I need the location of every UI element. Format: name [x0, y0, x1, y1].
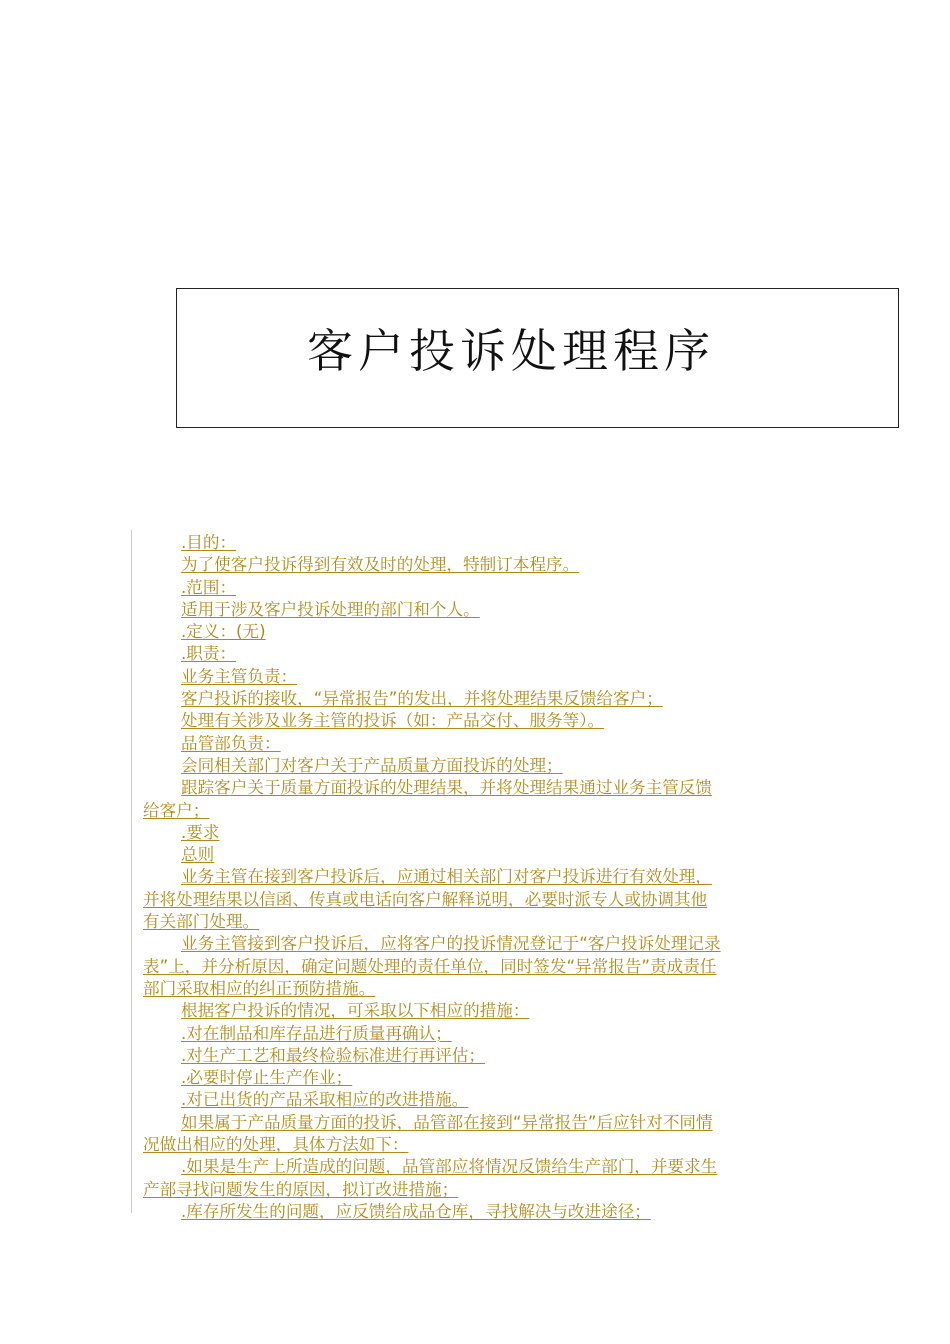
paragraph-line: 根据客户投诉的情况，可采取以下相应的措施： — [181, 1001, 530, 1021]
document-title: 客户投诉处理程序 — [307, 324, 715, 378]
paragraph-line: 给客户； — [143, 800, 210, 820]
paragraph-line: 适用于涉及客户投诉处理的部门和个人。 — [181, 599, 480, 619]
paragraph-line: 会同相关部门对客户关于产品质量方面投诉的处理； — [181, 755, 563, 775]
paragraph-line: 部门采取相应的纠正预防措施。 — [143, 978, 376, 998]
paragraph-line: 如果属于产品质量方面的投诉，品管部在接到“异常报告”后应针对不同情 — [181, 1112, 713, 1132]
paragraph-line: 业务主管接到客户投诉后，应将客户的投诉情况登记于“客户投诉处理记录 — [181, 934, 721, 954]
paragraph-line: 产部寻找问题发生的原因，拟订改进措施； — [143, 1179, 459, 1199]
paragraph-line: 客户投诉的接收，“异常报告”的发出，并将处理结果反馈给客户； — [181, 689, 663, 709]
paragraph-line: 表”上，并分析原因，确定问题处理的责任单位，同时签发“异常报告”责成责任 — [143, 956, 717, 976]
section-heading: .要求 — [181, 822, 220, 842]
paragraph-line: 业务主管在接到客户投诉后，应通过相关部门对客户投诉进行有效处理， — [181, 867, 712, 887]
subsection-heading: 总则 — [181, 845, 215, 865]
paragraph-line: 并将处理结果以信函、传真或电话向客户解释说明，必要时派专人或协调其他 — [143, 889, 708, 909]
section-heading: .范围： — [181, 577, 237, 597]
list-item: .必要时停止生产作业； — [181, 1068, 353, 1088]
title-box — [176, 288, 899, 428]
document-body — [143, 532, 818, 1223]
list-item: .如果是生产上所造成的问题，品管部应将情况反馈给生产部门，并要求生 — [181, 1157, 718, 1177]
subsection-heading: 品管部负责： — [181, 733, 281, 753]
list-item: .对生产工艺和最终检验标准进行再评估； — [181, 1045, 485, 1065]
paragraph-line: 跟踪客户关于质量方面投诉的处理结果，并将处理结果通过业务主管反馈 — [181, 778, 712, 798]
paragraph-line: 处理有关涉及业务主管的投诉（如：产品交付、服务等）。 — [181, 711, 605, 731]
paragraph-line: 为了使客户投诉得到有效及时的处理，特制订本程序。 — [181, 555, 580, 575]
margin-rule — [131, 530, 132, 1213]
section-heading: .职责： — [181, 644, 237, 664]
paragraph-line: 有关部门处理。 — [143, 912, 260, 932]
subsection-heading: 业务主管负责： — [181, 666, 298, 686]
section-heading: .定义：(无) — [181, 622, 266, 642]
list-item: .对在制品和库存品进行质量再确认； — [181, 1023, 452, 1043]
paragraph-line: 况做出相应的处理，具体方法如下： — [143, 1135, 409, 1155]
section-heading: .目的： — [181, 533, 237, 552]
list-item: .对已出货的产品采取相应的改进措施。 — [181, 1090, 469, 1110]
list-item: .库存所发生的问题，应反馈给成品仓库，寻找解决与改进途径； — [181, 1201, 651, 1221]
